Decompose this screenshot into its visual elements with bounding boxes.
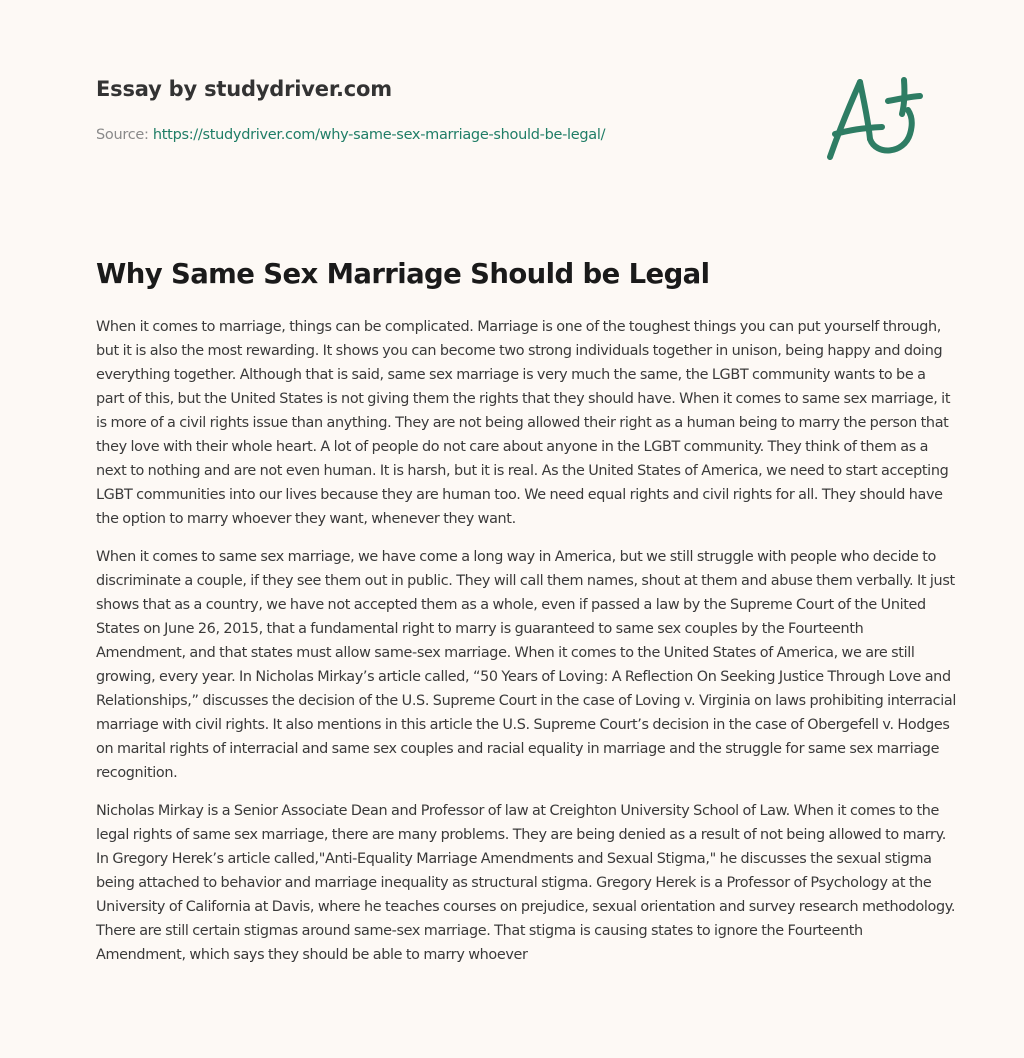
a-plus-grade-icon [820,64,930,164]
essay-body [96,315,956,981]
source-line [96,125,796,145]
essay-title: Why Same Sex Marriage Should be Legal [96,258,710,290]
essay-paragraph: When it comes to marriage, things can be complicated. Marriage is one of the toughest things you can put yourself through, but it is also the most rewarding. It shows you can become two strong individuals together in unison, being happy and doing everything together. Although that is said, same sex marriage is very much the same, the LGBT community wants to be a part of this, but the United States is not giving them the rights that they should have. When it comes to same sex marriage, it is more of a civil rights issue than anything. They are not being allowed their right as a human being to marry the person that they love with their whole heart. A lot of people do not care about anyone in the LGBT community. They think of them as a next to nothing and are not even human. It is harsh, but it is real. As the United States of America, we need to start accepting LGBT communities into our lives because they are human too. We need equal rights and civil rights for all. They should have the option to marry whoever they want, whenever they want. [96,319,951,527]
source-label: Source: [96,127,153,143]
source-link[interactable]: https://studydriver.com/why-same-sex-marriage-should-be-legal/ [152,127,606,143]
essay-paragraph: When it comes to same sex marriage, we have come a long way in America, but we still struggle with people who decide to discriminate a couple, if they see them out in public. They will call them names, shout at them and abuse them verbally. It just shows that as a country, we have not accepted them as a whole, even if passed a law by the Supreme Court of the United States on June 26, 2015, that a fundamental right to marry is guaranteed to same sex couples by the Fourteenth Amendment, and that states must allow same-sex marriage. When it comes to the United States of America, we are still growing, every year. In Nicholas Mirkay’s article called, “50 Years of Loving: A Reflection On Seeking Justice Through Love and Relationships,” discusses the decision of the U.S. Supreme Court in the case of Loving v. Virginia on laws prohibiting interracial marriage with civil rights. It also mentions in this article the U.S. Supreme Court’s decision in the case of Obergefell v. Hodges on marital rights of interracial and same sex couples and racial equality in marriage and the struggle for same sex marriage recognition. [96,549,956,781]
essay-paragraph: Nicholas Mirkay is a Senior Associate Dean and Professor of law at Creighton University School of Law. When it comes to the legal rights of same sex marriage, there are many problems. They are being denied as a result of not being allowed to marry. In Gregory Herek’s article called,"Anti-Equality Marriage Amendments and Sexual Stigma," he discusses the sexual stigma being attached to behavior and marriage inequality as structural stigma. Gregory Herek is a Professor of Psychology at the University of California at Davis, where he teaches courses on prejudice, sexual orientation and survey research methodology. There are still certain stigmas around same-sex marriage. That stigma is causing states to ignore the Fourteenth Amendment, which says they should be able to marry whoever [96,803,956,963]
brand-title: Essay by studydriver.com [96,77,392,101]
page-header [96,74,796,145]
